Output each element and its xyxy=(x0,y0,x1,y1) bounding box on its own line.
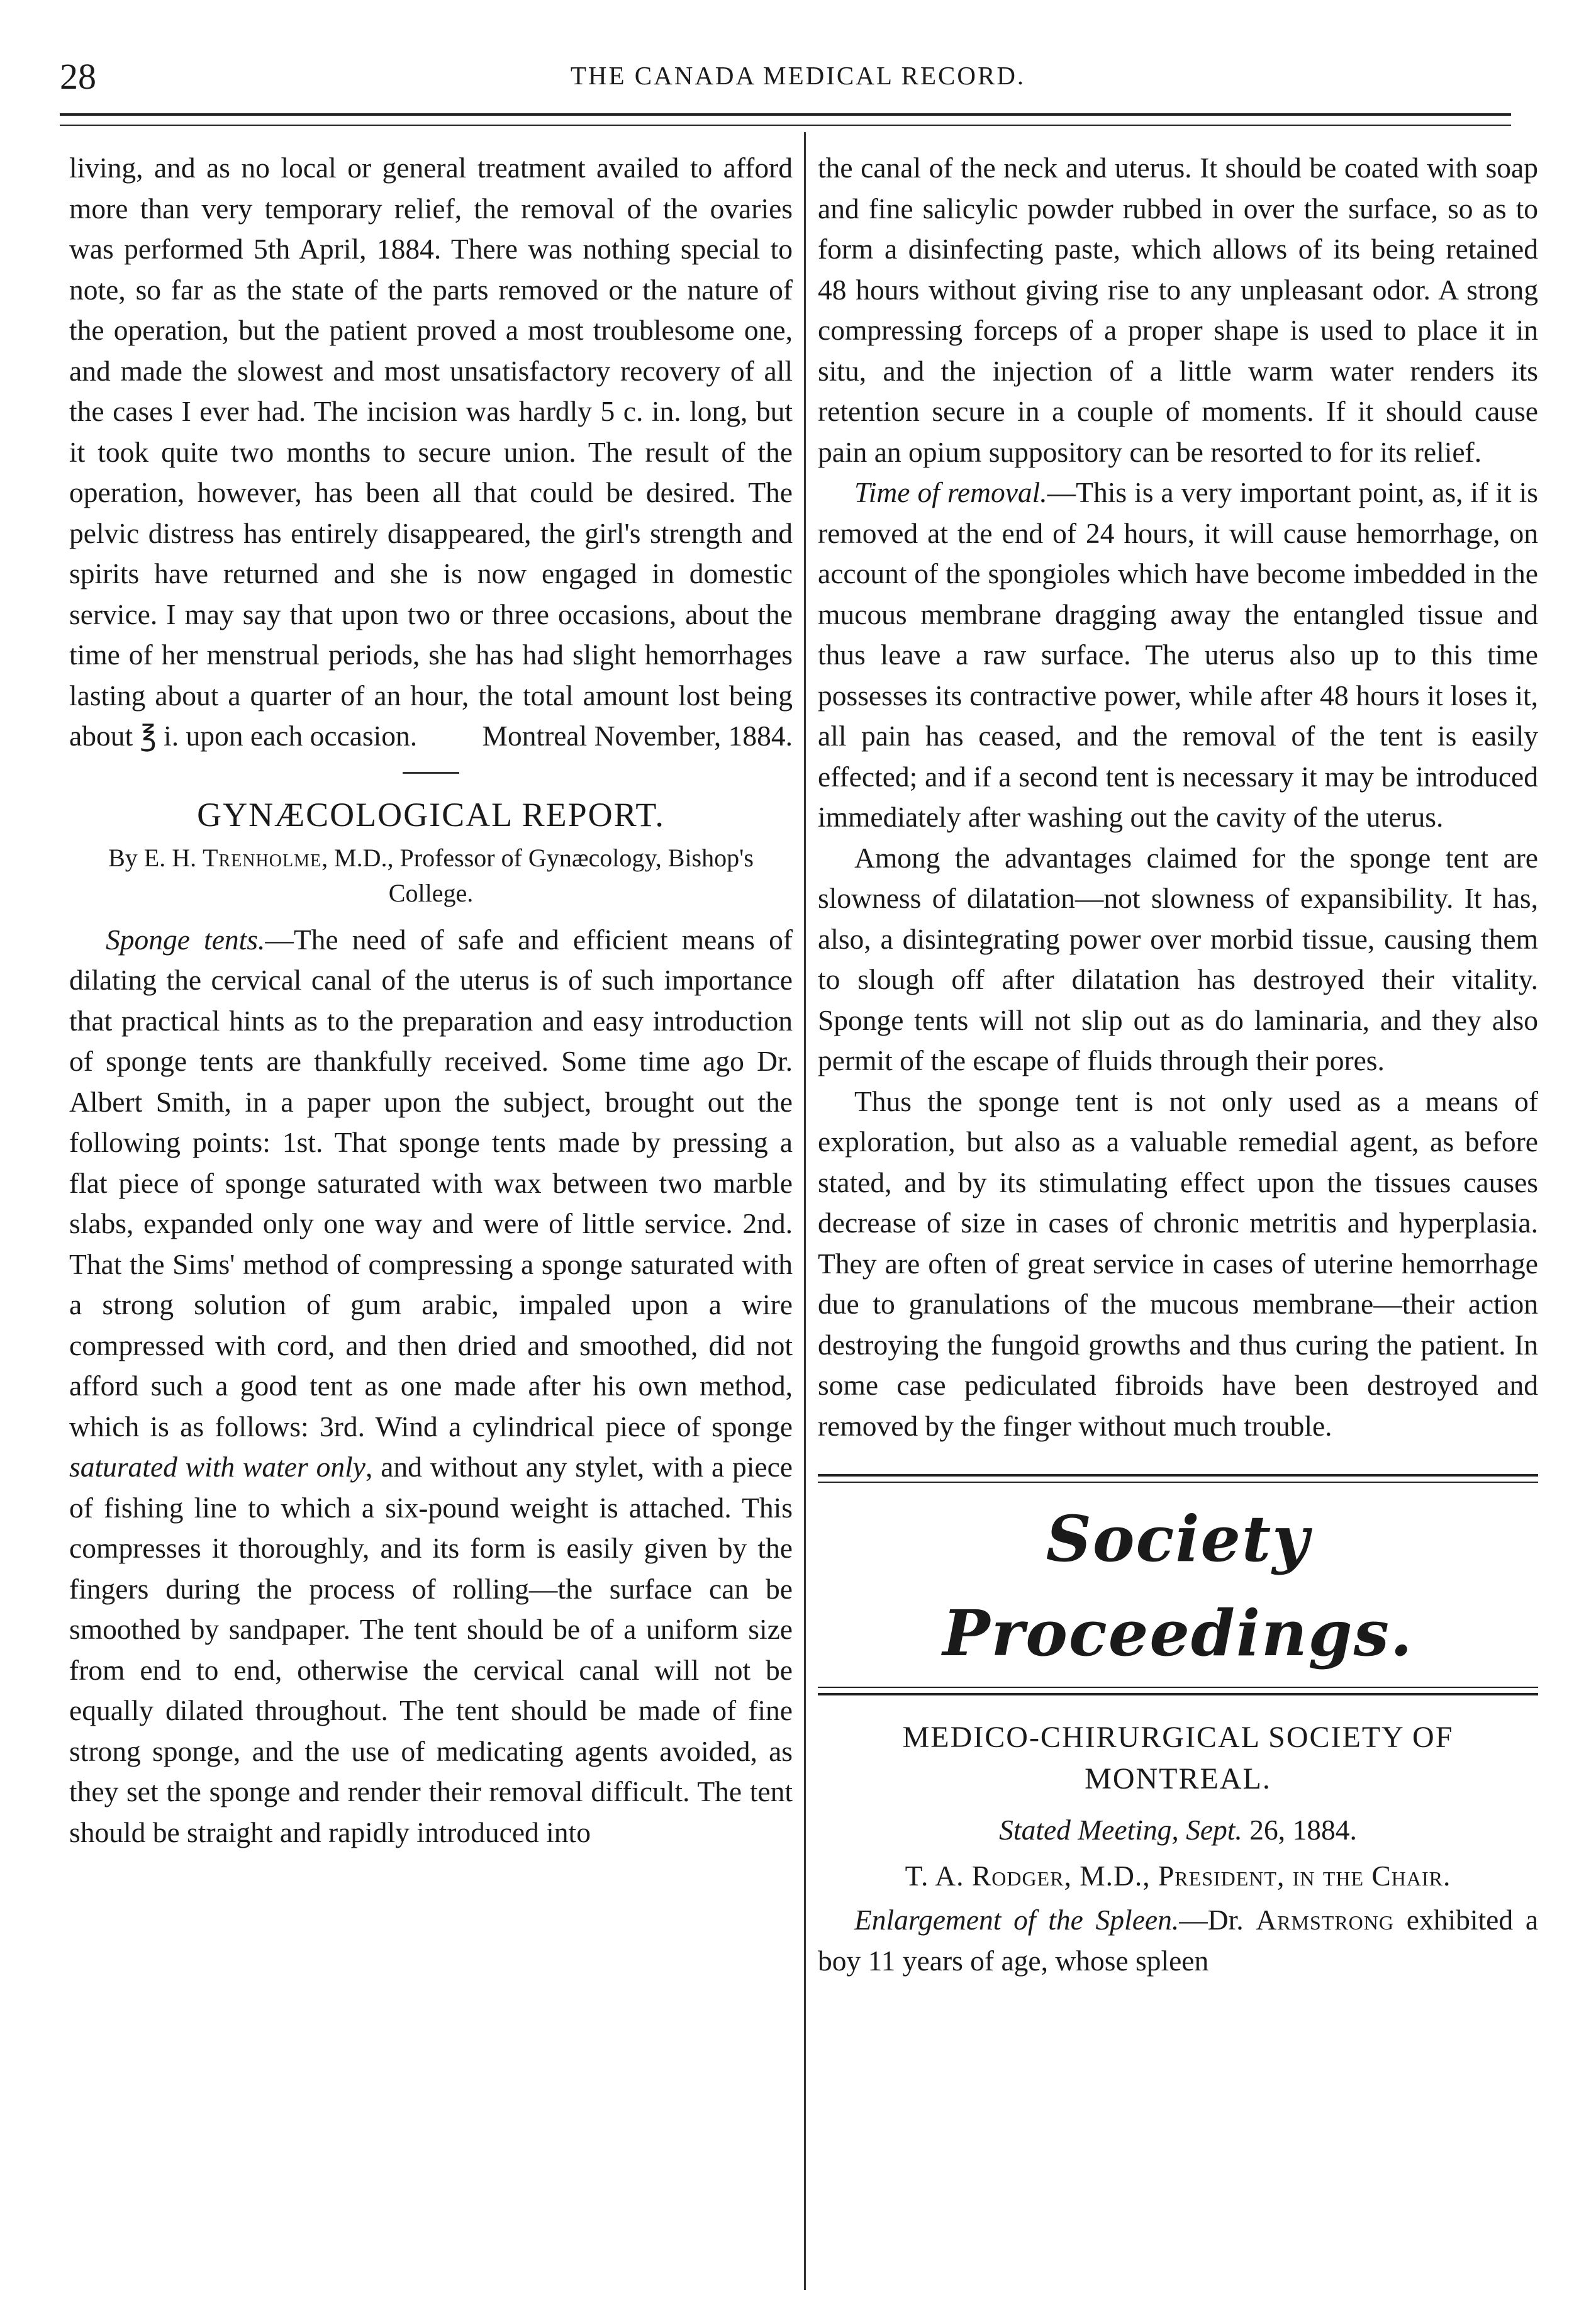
right-column xyxy=(818,148,1538,2287)
article-dateline: Montreal November, 1884. xyxy=(482,720,793,752)
meeting-label: Stated Meeting, Sept. xyxy=(999,1814,1242,1846)
gynaecological-report-heading: GYNÆCOLOGICAL REPORT. xyxy=(197,795,665,834)
meeting-date: 26, 1884. xyxy=(1242,1814,1357,1846)
chair-line: T. A. Rodger, M.D., President, in the Chair. xyxy=(905,1859,1451,1892)
time-of-removal-label: Time of removal. xyxy=(854,476,1047,508)
sponge-tents-continuation: the canal of the neck and uterus. It should be coated with soap and fine salicylic powder rubbed in over the surface, so as to form a disinfecting paste, which allows of its being retained 48 hours without giving rise to any unpleasant odor. A strong compressing forceps of a proper shape is used to place it in situ, and the injection of a little warm water renders its retention secure in a couple of moments. If it should cause pain an opium suppository can be resorted to for its relief. xyxy=(818,152,1538,468)
society-proceedings-banner: Society Proceedings. xyxy=(942,1502,1414,1670)
time-of-removal-paragraph xyxy=(818,472,1538,838)
report-byline xyxy=(69,840,793,911)
sponge-tents-label: Sponge tents. xyxy=(106,923,265,956)
spleen-paragraph xyxy=(818,1900,1538,1981)
spleen-label: Enlargement of the Spleen. xyxy=(854,1904,1180,1936)
advantages-paragraph: Among the advantages claimed for the sponge tent are slowness of dilatation—not slowness of expansibility. It has, also, a disintegrating power over morbid tissue, causing them to slough off after dilatation has destroyed their vitality. Sponge tents will not slip out as do laminaria, and they also permit of the escape of fluids through their pores. xyxy=(818,841,1538,1076)
column-divider xyxy=(804,132,806,2290)
page-number: 28 xyxy=(60,56,96,97)
sponge-tents-text-2: , and without any stylet, with a piece of fishing line to which a six-pound weight is attached. This compresses it thoroughly, and its form is easily given by the fingers during the process of rolling—the surface can be smoothed by sandpaper. The tent should be of a uniform size from end to end, otherwise the cervical canal will not be equally dilated throughout. The tent should be made of fine strong sponge, and the use of medicating agents avoided, as they set the sponge and render their removal difficult. The tent should be straight and rapidly introduced into xyxy=(69,1451,793,1848)
ovariotomy-case-continuation xyxy=(69,148,793,757)
running-head: THE CANADA MEDICAL RECORD. xyxy=(570,61,1026,90)
header-rule-thin xyxy=(60,125,1511,126)
sponge-tents-emphasis: saturated with water only xyxy=(69,1451,366,1483)
meeting-line xyxy=(818,1810,1538,1851)
sponge-tents-paragraph xyxy=(69,920,793,1853)
society-banner-rule-bottom-thin xyxy=(818,1687,1538,1688)
spleen-text-1: —Dr. xyxy=(1179,1904,1256,1936)
left-column xyxy=(69,148,793,2287)
society-banner-rule-top xyxy=(818,1474,1538,1477)
society-title: MEDICO-CHIRURGICAL SOCIETY OF MONTREAL. xyxy=(902,1721,1454,1795)
spleen-text-2: exhibited a boy 11 years of age, whose spleen xyxy=(818,1904,1539,1977)
article-end-rule xyxy=(403,772,459,774)
society-banner-rule-bottom xyxy=(818,1693,1538,1695)
spleen-doctor-name: Armstrong xyxy=(1256,1904,1395,1936)
page-header xyxy=(60,55,1536,112)
ovariotomy-case-text: living, and as no local or general treatment availed to afford more than very temporary relief, the removal of the ovaries was performed 5th April, 1884. There was nothing special to note, so far as the state of the parts removed or the nature of the operation, but the patient proved a most troublesome one, and made the slowest and most unsatisfactory recovery of all the cases I ever had. The incision was hardly 5 c. in. long, but it took quite two months to secure union. The result of the operation, however, has been all that could be desired. The pelvic distress has entirely disappeared, the girl's strength and spirits have returned and she is now engaged in domestic service. I may say that upon two or three occasions, about the time of her menstrual periods, she has had slight hemorrhages lasting about a quarter of an hour, the total amount lost being about ℥ i. upon each occasion. xyxy=(69,152,793,752)
sponge-tents-text-1: —The need of safe and efficient means of dilating the cervical canal of the uterus is of such importance that practical hints as to the preparation and easy introduction of sponge tents are thankfully received. Some time ago Dr. Albert Smith, in a paper upon the subject, brought out the following points: 1st. That sponge tents made by pressing a flat piece of sponge saturated with wax between two marble slabs, expanded only one way and were of little service. 2nd. That the Sims' method of compressing a sponge saturated with a strong solution of gum arabic, impaled upon a wire compressed with cord, and then dried and smoothed, did not afford such a good tent as one made after his own method, which is as follows: 3rd. Wind a cylindrical piece of sponge xyxy=(69,923,793,1443)
header-rule-thick xyxy=(60,113,1511,116)
time-of-removal-text: —This is a very important point, as, if it is removed at the end of 24 hours, it will cause hemorrhage, on account of the spongioles which have become imbedded in the mucous membrane dragging away the entangled tissue and thus leave a raw surface. The uterus also up to this time possesses its contractive power, while after 48 hours it loses it, all pain has ceased, and the removal of the tent is easily effected; and if a second tent is necessary it may be introduced immediately after washing out the cavity of the uterus. xyxy=(818,476,1538,833)
byline-prefix: By E. H. xyxy=(108,843,203,872)
society-banner-rule-top-thin xyxy=(818,1482,1538,1483)
byline-author-name: Trenholme xyxy=(203,843,322,872)
byline-affiliation: , M.D., Professor of Gynæcology, Bishop's College. xyxy=(321,843,754,907)
thus-paragraph: Thus the sponge tent is not only used as a means of exploration, but also as a valuable remedial agent, as before stated, and by its stimulating effect upon the tissues causes decrease of size in cases of chronic metritis and hyperplasia. They are often of great service in cases of uterine hemorrhage due to granulations of the mucous membrane—their action destroying the fungoid growths and thus curing the patient. In some case pediculated fibroids have been destroyed and removed by the finger without much trouble. xyxy=(818,1085,1538,1442)
